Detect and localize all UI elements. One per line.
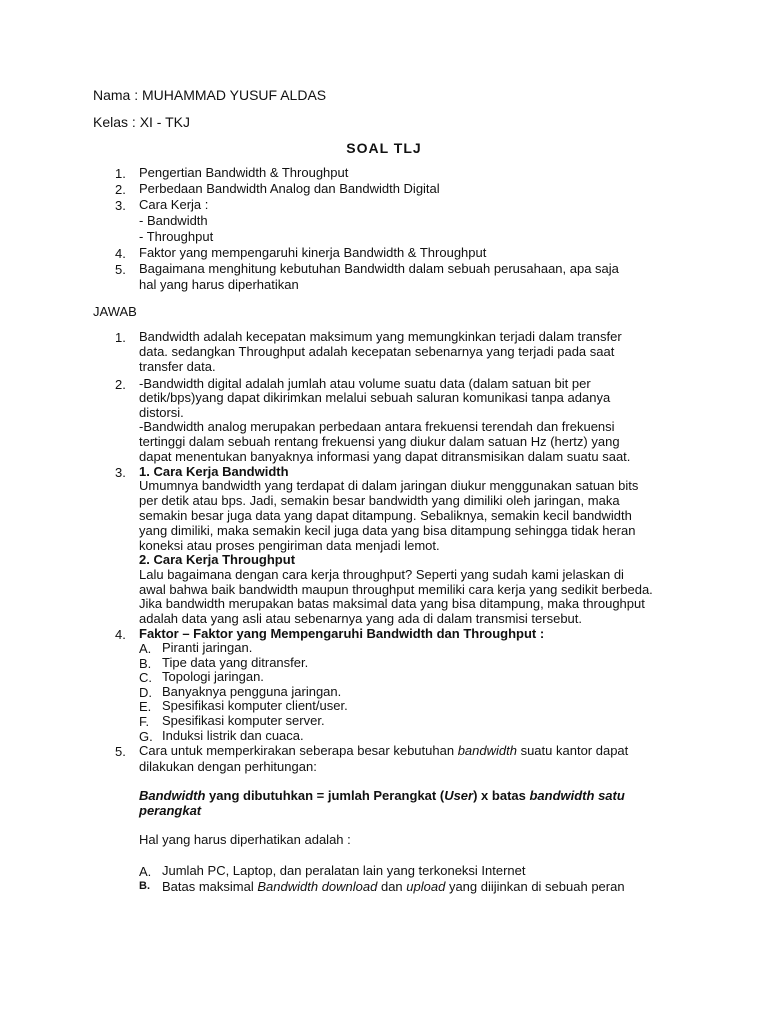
- student-class: Kelas : XI - TKJ: [93, 114, 190, 130]
- list-item: Induksi listrik dan cuaca.: [162, 728, 304, 743]
- list-letter: B.: [139, 880, 150, 892]
- answer-line: transfer data.: [139, 359, 216, 374]
- question-subitem: - Bandwidth: [139, 213, 208, 228]
- question-text: Faktor yang mempengaruhi kinerja Bandwidth & Throughput: [139, 245, 487, 260]
- answer-number: 1.: [115, 330, 126, 345]
- answer-line: per detik atau bps. Jadi, semakin besar bandwidth yang dimiliki oleh jaringan, maka: [139, 493, 620, 508]
- list-item: Topologi jaringan.: [162, 669, 264, 684]
- answer-line: dilakukan dengan perhitungan:: [139, 759, 317, 774]
- question-number: 4.: [115, 246, 126, 261]
- answer-number: 5.: [115, 744, 126, 759]
- list-item: Batas maksimal Bandwidth download dan upload yang diijinkan di sebuah peran: [162, 879, 625, 894]
- answer-line: adalah data yang asli atau sebenarnya yang ada di dalam transmisi tersebut.: [139, 611, 583, 626]
- question-text: Perbedaan Bandwidth Analog dan Bandwidth Digital: [139, 181, 440, 196]
- answer-line: Cara untuk memperkirakan seberapa besar kebutuhan bandwidth suatu kantor dapat: [139, 743, 629, 758]
- bandwidth-formula-continued: perangkat: [139, 803, 202, 818]
- list-item: Spesifikasi komputer client/user.: [162, 698, 348, 713]
- list-item: Banyaknya pengguna jaringan.: [162, 684, 342, 699]
- answer-subheading: 1. Cara Kerja Bandwidth: [139, 464, 289, 479]
- answer-line: -Bandwidth analog merupakan perbedaan antara frekuensi terendah dan frekuensi: [139, 419, 615, 434]
- list-letter: B.: [139, 656, 152, 671]
- answer-line: detik/bps)yang dapat dikirimkan melalui sebuah saluran komunikasi tanpa adanya: [139, 390, 611, 405]
- list-letter: D.: [139, 685, 152, 700]
- answer-line: Umumnya bandwidth yang terdapat di dalam jaringan diukur menggunakan satuan bits: [139, 478, 639, 493]
- question-number: 3.: [115, 198, 126, 213]
- question-number: 2.: [115, 182, 126, 197]
- list-letter: E.: [139, 699, 152, 714]
- note-text: Hal yang harus diperhatikan adalah :: [139, 832, 351, 847]
- page-title: SOAL TLJ: [346, 140, 422, 156]
- list-item: Spesifikasi komputer server.: [162, 713, 325, 728]
- answer-line: dapat menentukan banyaknya informasi yang dapat ditransmisikan dalam suatu saat.: [139, 449, 631, 464]
- list-letter: C.: [139, 670, 152, 685]
- answer-number: 2.: [115, 377, 126, 392]
- answer-line: koneksi atau proses pengiriman data menjadi lemot.: [139, 538, 440, 553]
- question-text: Pengertian Bandwidth & Throughput: [139, 165, 349, 180]
- question-text: hal yang harus diperhatikan: [139, 277, 299, 292]
- answer-number: 3.: [115, 465, 126, 480]
- answer-number: 4.: [115, 627, 126, 642]
- answer-line: Lalu bagaimana dengan cara kerja throughput? Seperti yang sudah kami jelaskan di: [139, 567, 624, 582]
- list-item: Piranti jaringan.: [162, 640, 253, 655]
- question-text: Cara Kerja :: [139, 197, 209, 212]
- answer-heading: JAWAB: [93, 304, 137, 319]
- answer-line: Bandwidth adalah kecepatan maksimum yang memungkinkan terjadi dalam transfer: [139, 329, 622, 344]
- list-item: Tipe data yang ditransfer.: [162, 655, 309, 670]
- answer-line: semakin besar juga data yang dapat ditampung. Sebaliknya, semakin kecil bandwidth: [139, 508, 632, 523]
- bandwidth-formula: Bandwidth yang dibutuhkan = jumlah Perangkat (User) x batas bandwidth satu: [139, 788, 625, 803]
- student-name: Nama : MUHAMMAD YUSUF ALDAS: [93, 87, 327, 103]
- answer-subheading: 2. Cara Kerja Throughput: [139, 552, 296, 567]
- list-letter: A.: [139, 641, 152, 656]
- answer-subheading: Faktor – Faktor yang Mempengaruhi Bandwidth dan Throughput :: [139, 626, 545, 641]
- question-subitem: - Throughput: [139, 229, 214, 244]
- answer-line: yang dimiliki, maka semakin kecil juga data yang bisa ditampung sehingga tidak heran: [139, 523, 636, 538]
- question-text: Bagaimana menghitung kebutuhan Bandwidth dalam sebuah perusahaan, apa saja: [139, 261, 619, 276]
- question-number: 1.: [115, 166, 126, 181]
- question-number: 5.: [115, 262, 126, 277]
- answer-line: tertinggi dalam sebuah rentang frekuensi yang diukur dalam satuan Hz (hertz) yang: [139, 434, 620, 449]
- list-letter: F.: [139, 714, 150, 729]
- list-letter: A.: [139, 864, 152, 879]
- answer-line: distorsi.: [139, 405, 184, 420]
- answer-line: -Bandwidth digital adalah jumlah atau volume suatu data (dalam satuan bit per: [139, 376, 591, 391]
- answer-line: data. sedangkan Throughput adalah kecepatan sebenarnya yang terjadi pada saat: [139, 344, 615, 359]
- answer-line: awal bahwa baik bandwidth maupun throughput memiliki cara kerja yang sedikit berbeda.: [139, 582, 653, 597]
- list-item: Jumlah PC, Laptop, dan peralatan lain yang terkoneksi Internet: [162, 863, 526, 878]
- list-letter: G.: [139, 729, 153, 744]
- answer-line: Jika bandwidth merupakan batas maksimal data yang bisa ditampung, maka throughput: [139, 596, 645, 611]
